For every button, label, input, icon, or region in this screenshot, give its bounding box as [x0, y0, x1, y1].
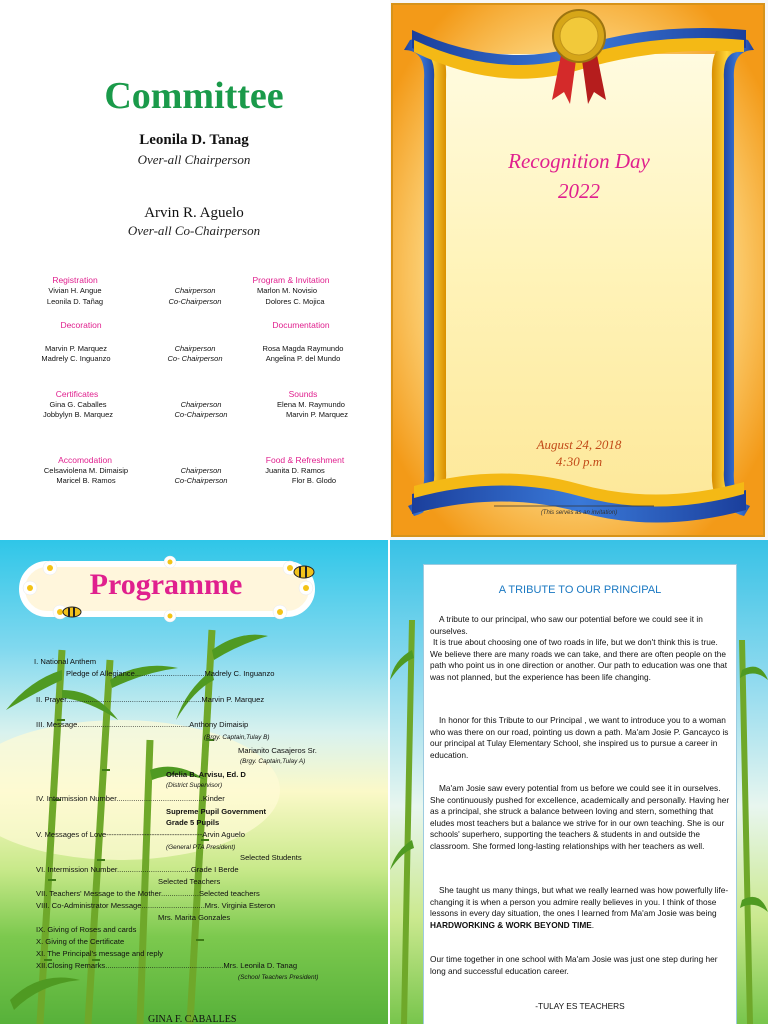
programme-note: (District Supervisor): [166, 782, 223, 789]
committee-panel: [0, 0, 388, 540]
registration-name-2: Leonila D. Tañag: [46, 297, 104, 306]
committee-title: Committee: [104, 75, 284, 117]
programme-item: V. Messages of Love--------------------------------------Arvin Aguelo: [36, 830, 245, 839]
programme-panel: [0, 540, 388, 1024]
tribute-panel: [390, 540, 768, 1024]
documentation-label: Documentation: [272, 320, 330, 330]
programme-item: VII. Teachers' Message to the Mother..................Selected teachers: [36, 889, 260, 898]
accomodation-name-1: Celsaviolena M. Dimaisip: [43, 466, 129, 475]
event-date: August 24, 2018: [536, 437, 622, 452]
title-line-2: 2022: [558, 179, 600, 203]
tribute-paragraph: A tribute to our principal, who saw our potential before we could see it in ourselves.: [430, 614, 703, 636]
certificates-role-2: Co-Chairperson: [174, 410, 228, 419]
programme-item: IV. Intermission Number.........................................Kinder: [36, 794, 225, 803]
programme-item: Selected Teachers: [158, 877, 221, 886]
tribute-paragraph: In honor for this Tribute to our Principal , we want to introduce you to a woman who was there on our road, pointing us down a path. Ma'am Josie P. Gancayco is our principal at Tulay Elementary School, she inspired us to pursue a career in education.: [430, 715, 729, 760]
programme-signatory: GINA F. CABALLES: [148, 1014, 237, 1024]
food-name-2: Flor B. Glodo: [291, 476, 337, 485]
certificates-label: Certificates: [55, 389, 99, 399]
cochair-name: Arvin R. Aguelo: [144, 205, 244, 221]
programme-note: (School Teachers President): [238, 974, 319, 981]
food-name-1: Juanita D. Ramos: [265, 466, 325, 475]
registration-role-2: Co-Chairperson: [168, 297, 222, 306]
registration-name-1: Vivian H. Angue: [48, 286, 102, 295]
event-datetime: [390, 436, 768, 470]
programme-note: (General PTA President): [166, 844, 236, 851]
documentation-name-1: Rosa Magda Raymundo: [262, 344, 344, 353]
accomodation-name-2: Maricel B. Ramos: [56, 476, 116, 485]
tribute-paragraph-text: She taught us many things, but what we really learned was how powerfully life-changing it is when a person you admire really believes in you. I think of those lessons in every day situation, the ones I learned from Ma'am Josie was being: [430, 885, 729, 919]
chair-role: Over-all Chairperson: [137, 152, 251, 167]
event-time: 4:30 p.m: [555, 454, 603, 469]
programme-item: Supreme Pupil Government: [166, 807, 267, 816]
decoration-name-1: Marvin P. Marquez: [45, 344, 107, 353]
tribute-paragraph: It is true about choosing one of two roads in life, but we don't think this is true. We believe there are many roads we can take, and there are often people on the path who point us in one direction or another. Our path to education was one that was not planned, but the experience has been life changing.: [430, 637, 728, 682]
programme-item: IX. Giving of Roses and cards: [36, 925, 137, 934]
programme-item: II. Prayer................................................................Marvin P. Marquez: [36, 695, 265, 704]
tribute-signature: -TULAY ES TEACHERS: [535, 1001, 625, 1011]
tribute-paragraph: Ma'am Josie saw every potential from us before we could see it in ourselves. She continuously pushed for excellence, academically and personally. Having her as a principal, she struck a balance between loving and stern, something that eludes most teachers but a balance we strive for in our own teaching. She is our schools' superhero, supporting the teachers & students in and outside the classroom. She formed long-lasting relationships with her teachers as well.: [430, 783, 730, 851]
programme-item: X. Giving of the Certificate: [36, 937, 125, 946]
program-name-1: Marlon M. Novisio: [256, 286, 317, 295]
programme-item: Ofelia B. Arvisu, Ed. D: [166, 770, 246, 779]
decoration-role-1: Chairperson: [174, 344, 216, 353]
tribute-emphasis: HARDWORKING & WORK BEYOND TIME: [430, 919, 592, 930]
registration-role-1: Chairperson: [174, 286, 216, 295]
programme-note: (Brgy. Captain,Tulay B): [204, 734, 270, 741]
tribute-period: .: [591, 919, 595, 930]
title-line-1: Recognition Day: [508, 149, 650, 173]
programme-item: I. National Anthem: [34, 657, 97, 666]
programme-item: III. Message.....................................................Anthony Dimaisip: [36, 720, 249, 729]
decoration-role-2: Co- Chairperson: [167, 354, 223, 363]
tribute-title: A TRIBUTE TO OUR PRINCIPAL: [498, 584, 662, 596]
food-label: Food & Refreshment: [265, 455, 345, 465]
accomodation-role-2: Co-Chairperson: [174, 476, 228, 485]
sounds-name-1: Elena M. Raymundo: [277, 400, 345, 409]
tribute-paragraph: Our time together in one school with Ma'am Josie was just one step during her long and successful education career.: [430, 954, 718, 976]
sounds-label: Sounds: [288, 389, 318, 399]
programme-item: Grade 5 Pupils: [166, 818, 220, 827]
recognition-day-title: [390, 146, 768, 206]
programme-item: Pledge of Allegiance.................................Madrely C. Inguanzo: [66, 669, 275, 678]
programme-item: VI. Intermission Number...................................Grade I Berde: [36, 865, 239, 874]
decoration-label: Decoration: [60, 320, 102, 330]
certificates-name-2: Jobbylyn B. Marquez: [42, 410, 114, 419]
programme-item: Selected Students: [240, 853, 302, 862]
programme-item: XII.Closing Remarks........................................................Mrs. Leonila D. Tanag: [36, 961, 298, 970]
invitation-note: (This serves as an invitation): [540, 510, 618, 516]
program-label: Program & Invitation: [252, 275, 330, 285]
accomodation-label: Accomodation: [58, 455, 112, 465]
bee-icon: [63, 607, 81, 617]
documentation-name-2: Angelina P. del Mundo: [265, 354, 341, 363]
certificates-role-1: Chairperson: [180, 400, 222, 409]
registration-label: Registration: [52, 275, 98, 285]
programme-item: Mrs. Marita Gonzales: [158, 913, 231, 922]
programme-note: (Brgy. Captain,Tulay A): [240, 758, 306, 765]
programme-item: Marianito Casajeros Sr.: [238, 746, 317, 755]
invitation-certificate: [390, 0, 768, 540]
programme-item: VIII. Co-Administrator Message..............................Mrs. Virginia Esteron: [36, 901, 276, 910]
tribute-letter: [423, 564, 737, 1024]
accomodation-role-1: Chairperson: [180, 466, 222, 475]
decoration-name-2: Madrely C. Inguanzo: [41, 354, 111, 363]
programme-item: XI. The Principal's message and reply: [36, 949, 164, 958]
tribute-paragraph: [430, 885, 732, 931]
sounds-name-2: Marvin P. Marquez: [286, 410, 348, 419]
program-name-2: Dolores C. Mojica: [265, 297, 325, 306]
cochair-role: Over-all Co-Chairperson: [127, 223, 261, 238]
chair-name: Leonila D. Tanag: [139, 132, 249, 148]
programme-title: Programme: [89, 568, 243, 601]
certificates-name-1: Gina G. Caballes: [49, 400, 107, 409]
